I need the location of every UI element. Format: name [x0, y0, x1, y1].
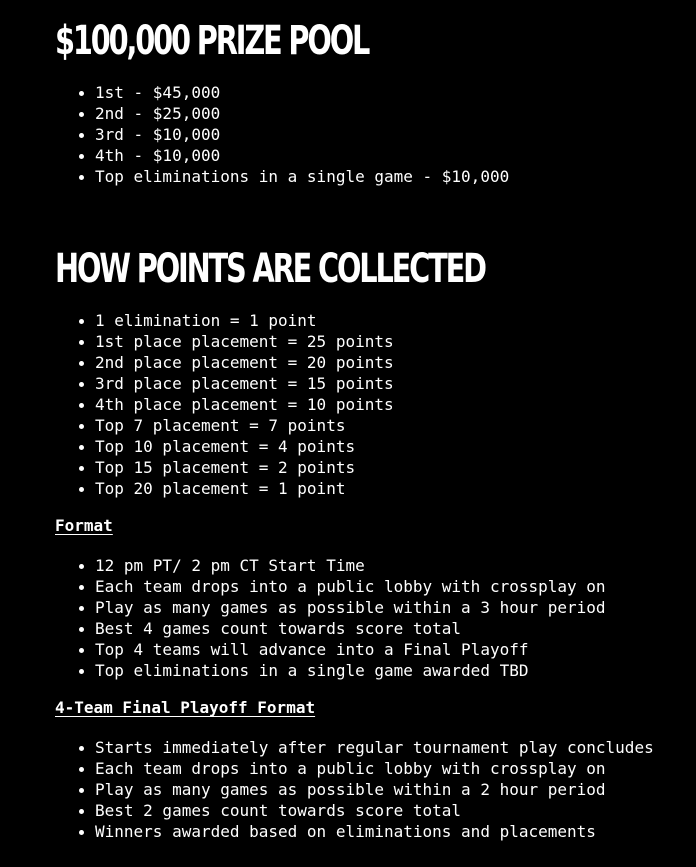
list-item: • Top 15 placement = 2 points — [95, 457, 394, 478]
list-item: • 1st place placement = 25 points — [95, 331, 394, 352]
list-item: • Each team drops into a public lobby with crossplay on — [95, 576, 606, 597]
prize-pool-title: $100,000 PRIZE POOL — [55, 18, 369, 64]
list-item: • 1st - $45,000 — [95, 82, 509, 103]
list-item: • Play as many games as possible within a 3 hour period — [95, 597, 606, 618]
list-item: • 2nd place placement = 20 points — [95, 352, 394, 373]
list-item: • 3rd place placement = 15 points — [95, 373, 394, 394]
playoff-format-list — [55, 737, 654, 842]
list-item: • Top 20 placement = 1 point — [95, 478, 394, 499]
list-item: • Best 4 games count towards score total — [95, 618, 606, 639]
list-item: • Each team drops into a public lobby with crossplay on — [95, 758, 654, 779]
list-item: • 2nd - $25,000 — [95, 103, 509, 124]
list-item: • Winners awarded based on eliminations and placements — [95, 821, 654, 842]
prize-pool-list — [55, 82, 509, 187]
list-item: • Top 10 placement = 4 points — [95, 436, 394, 457]
list-item: • Top 7 placement = 7 points — [95, 415, 394, 436]
list-item: • 1 elimination = 1 point — [95, 310, 394, 331]
list-item: • Top eliminations in a single game - $10,000 — [95, 166, 509, 187]
list-item: • 4th place placement = 10 points — [95, 394, 394, 415]
list-item: • Top 4 teams will advance into a Final Playoff — [95, 639, 606, 660]
list-item: • Best 2 games count towards score total — [95, 800, 654, 821]
list-item: • Play as many games as possible within a 2 hour period — [95, 779, 654, 800]
points-title: HOW POINTS ARE COLLECTED — [55, 246, 485, 292]
list-item: • 12 pm PT/ 2 pm CT Start Time — [95, 555, 606, 576]
format-heading: Format — [55, 516, 113, 535]
list-item: • Starts immediately after regular tournament play concludes — [95, 737, 654, 758]
list-item: • 3rd - $10,000 — [95, 124, 509, 145]
points-list — [55, 310, 394, 499]
format-list — [55, 555, 606, 681]
list-item: • Top eliminations in a single game awarded TBD — [95, 660, 606, 681]
list-item: • 4th - $10,000 — [95, 145, 509, 166]
playoff-format-heading: 4-Team Final Playoff Format — [55, 698, 316, 717]
